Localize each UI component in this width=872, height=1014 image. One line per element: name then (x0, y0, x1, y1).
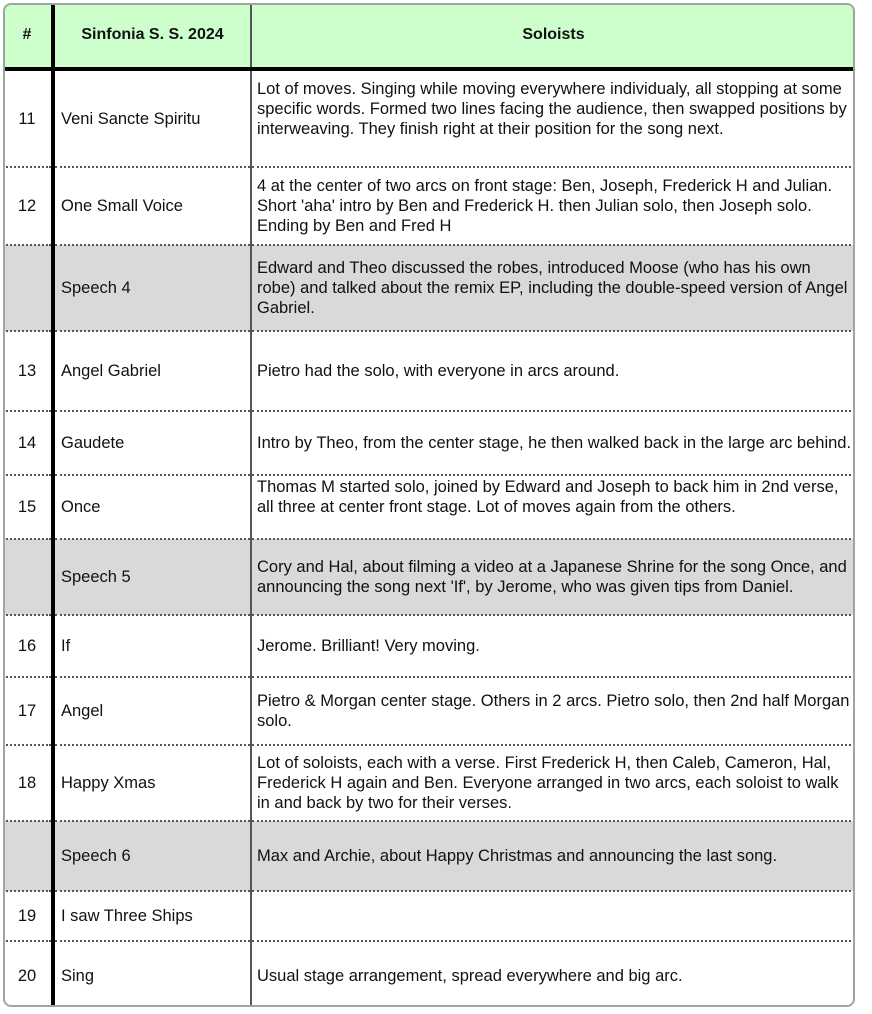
table-row (3, 941, 855, 1007)
row-number: 12 (3, 167, 53, 245)
row-description: Thomas M started solo, joined by Edward and Joseph to back him in 2nd verse, all three at center front stage. Lot of moves again from the others. (257, 478, 839, 516)
table-row (3, 411, 855, 475)
row-description: Jerome. Brilliant! Very moving. (257, 637, 480, 655)
row-description: Lot of soloists, each with a verse. First Frederick H, then Caleb, Cameron, Hal, Frederick H again and Ben. Everyone arranged in two arcs, each soloist to walk in and back by two for their verses. (257, 754, 839, 812)
row-title: Sing (53, 941, 251, 1007)
row-number: 13 (3, 331, 53, 411)
row-description: Max and Archie, about Happy Christmas and announcing the last song. (257, 847, 778, 865)
row-description: Lot of moves. Singing while moving everywhere individualy, all stopping at some specific words. Formed two lines facing the audience, then swapped positions by interweaving. They finish right at their position for the song next. (257, 79, 847, 138)
table-row (3, 167, 855, 245)
table-row (3, 677, 855, 745)
row-number: 15 (3, 475, 53, 539)
row-title: Gaudete (53, 411, 251, 475)
table-row (3, 745, 855, 821)
row-number (3, 245, 53, 331)
table-row (3, 891, 855, 941)
table-row (3, 615, 855, 677)
row-number: 18 (3, 745, 53, 821)
row-number: 16 (3, 615, 53, 677)
setlist-table (3, 3, 855, 1007)
row-number (3, 821, 53, 891)
row-number: 19 (3, 891, 53, 941)
row-number: 14 (3, 411, 53, 475)
row-title: Speech 5 (53, 539, 251, 615)
row-title: Angel (53, 677, 251, 745)
row-number (3, 539, 53, 615)
row-description: Intro by Theo, from the center stage, he then walked back in the large arc behind. (257, 434, 852, 452)
row-number: 17 (3, 677, 53, 745)
row-title: Speech 6 (53, 821, 251, 891)
row-number: 11 (3, 69, 53, 167)
header-number: # (3, 3, 53, 69)
table-row (3, 331, 855, 411)
row-number: 20 (3, 941, 53, 1007)
row-description: Usual stage arrangement, spread everywhere and big arc. (257, 966, 683, 985)
header-title: Sinfonia S. S. 2024 (53, 3, 251, 69)
speech-row (3, 539, 855, 615)
speech-row (3, 245, 855, 331)
row-title: Happy Xmas (53, 745, 251, 821)
table-frame (3, 3, 855, 1007)
header-row (3, 3, 855, 69)
row-title: Once (53, 475, 251, 539)
row-description: Pietro & Morgan center stage. Others in 2 arcs. Pietro solo, then 2nd half Morgan solo. (257, 692, 850, 730)
row-description: Cory and Hal, about filming a video at a Japanese Shrine for the song Once, and announcing the song next 'If', by Jerome, who was given tips from Daniel. (257, 558, 847, 596)
row-title: I saw Three Ships (53, 891, 251, 941)
row-title: Speech 4 (53, 245, 251, 331)
speech-row (3, 821, 855, 891)
row-description: Edward and Theo discussed the robes, introduced Moose (who has his own robe) and talked about the remix EP, including the double-speed version of Angel Gabriel. (257, 259, 848, 317)
table-row (3, 69, 855, 167)
row-description: 4 at the center of two arcs on front stage: Ben, Joseph, Frederick H and Julian. Short 'aha' intro by Ben and Frederick H. then Julian solo, then Joseph solo. Ending by Ben and Fred H (257, 177, 833, 235)
row-title: If (53, 615, 251, 677)
row-title: Angel Gabriel (53, 331, 251, 411)
row-description: Pietro had the solo, with everyone in arcs around. (257, 362, 620, 380)
header-soloists: Soloists (251, 3, 855, 69)
row-title: One Small Voice (53, 167, 251, 245)
row-title: Veni Sancte Spiritu (53, 69, 251, 167)
table-row (3, 475, 855, 539)
